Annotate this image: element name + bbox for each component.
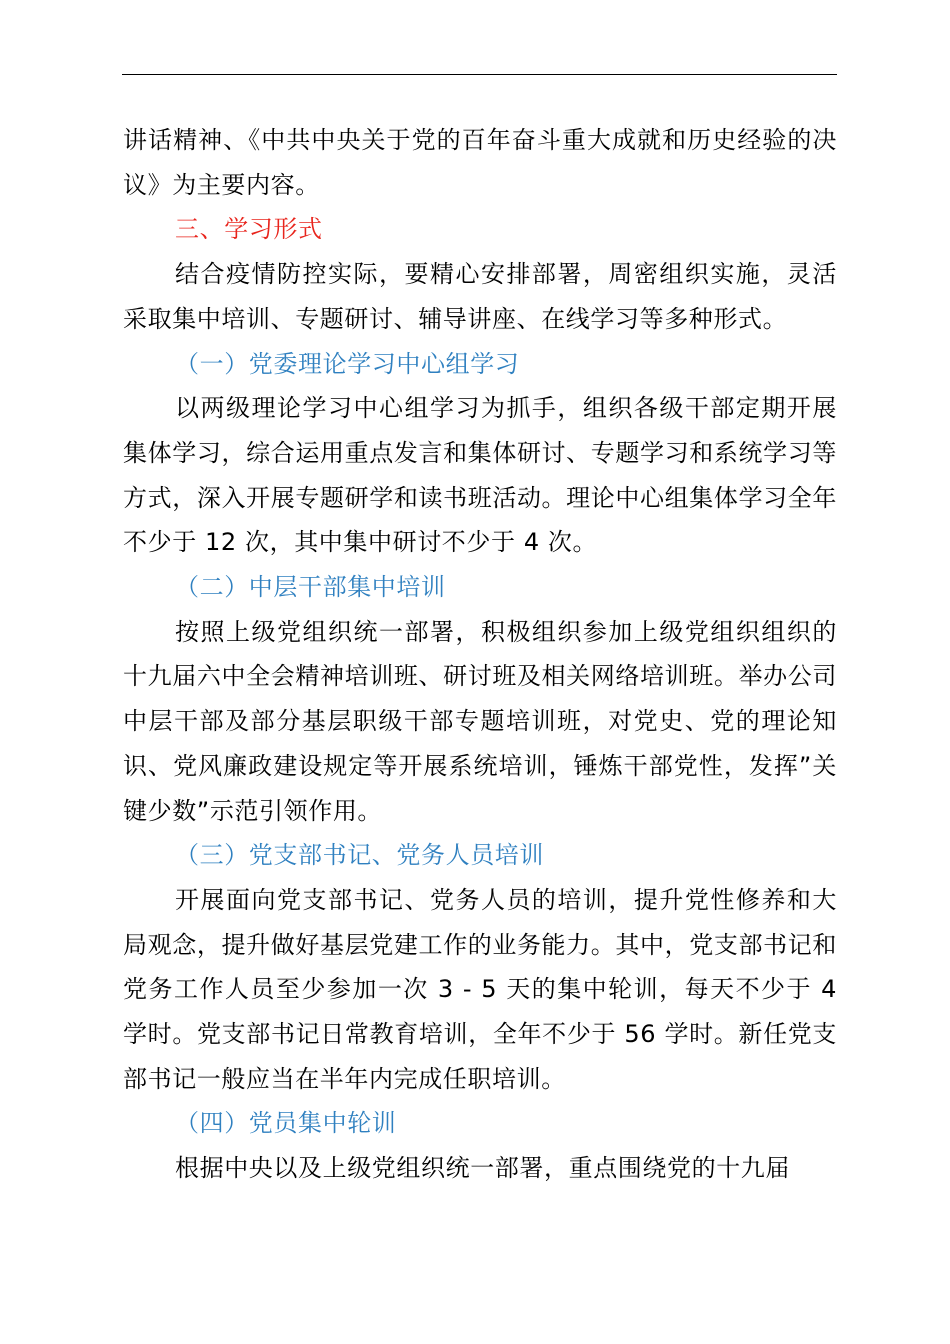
- subsection-three-heading: （三）党支部书记、党务人员培训: [175, 841, 544, 870]
- subsection-three-paragraph: 开展面向党支部书记、党务人员的培训，提升党性修养和大局观念，提升做好基层党建工作的业务能力。其中，党支部书记和党务工作人员至少参加一次 3 - 5 天的集中轮训，每天不少于 4 学时。党支部书记日常教育培训，全年不少于 56 学时。新任党支部书记一般应当在半年内完成任职培训。: [123, 885, 837, 1093]
- subsection-one-heading: （一）党委理论学习中心组学习: [175, 349, 520, 378]
- subsection-two-paragraph: 按照上级党组织统一部署，积极组织参加上级党组织组织的十九届六中全会精神培训班、研讨班及相关网络培训班。举办公司中层干部及部分基层职级干部专题培训班，对党史、党的理论知识、党风廉政建设规定等开展系统培训，锤炼干部党性，发挥”关键少数”示范引领作用。: [123, 617, 837, 825]
- intro-continuation-paragraph: 讲话精神、《中共中央关于党的百年奋斗重大成就和历史经验的决议》为主要内容。: [123, 126, 837, 199]
- document-body: [123, 118, 837, 1191]
- subsection-one-paragraph: 以两级理论学习中心组学习为抓手，组织各级干部定期开展集体学习，综合运用重点发言和集体研讨、专题学习和系统学习等方式，深入开展专题研学和读书班活动。理论中心组集体学习全年不少于 12 次，其中集中研讨不少于 4 次。: [123, 394, 837, 557]
- section-three-paragraph: 结合疫情防控实际，要精心安排部署，周密组织实施，灵活采取集中培训、专题研讨、辅导讲座、在线学习等多种形式。: [123, 260, 837, 333]
- header-rule: [122, 74, 837, 75]
- subsection-two-heading: （二）中层干部集中培训: [175, 573, 446, 602]
- section-three-heading: 三、学习形式: [175, 215, 323, 244]
- subsection-four-paragraph: 根据中央以及上级党组织统一部署，重点围绕党的十九届: [175, 1154, 790, 1183]
- subsection-four-heading: （四）党员集中轮训: [175, 1109, 397, 1138]
